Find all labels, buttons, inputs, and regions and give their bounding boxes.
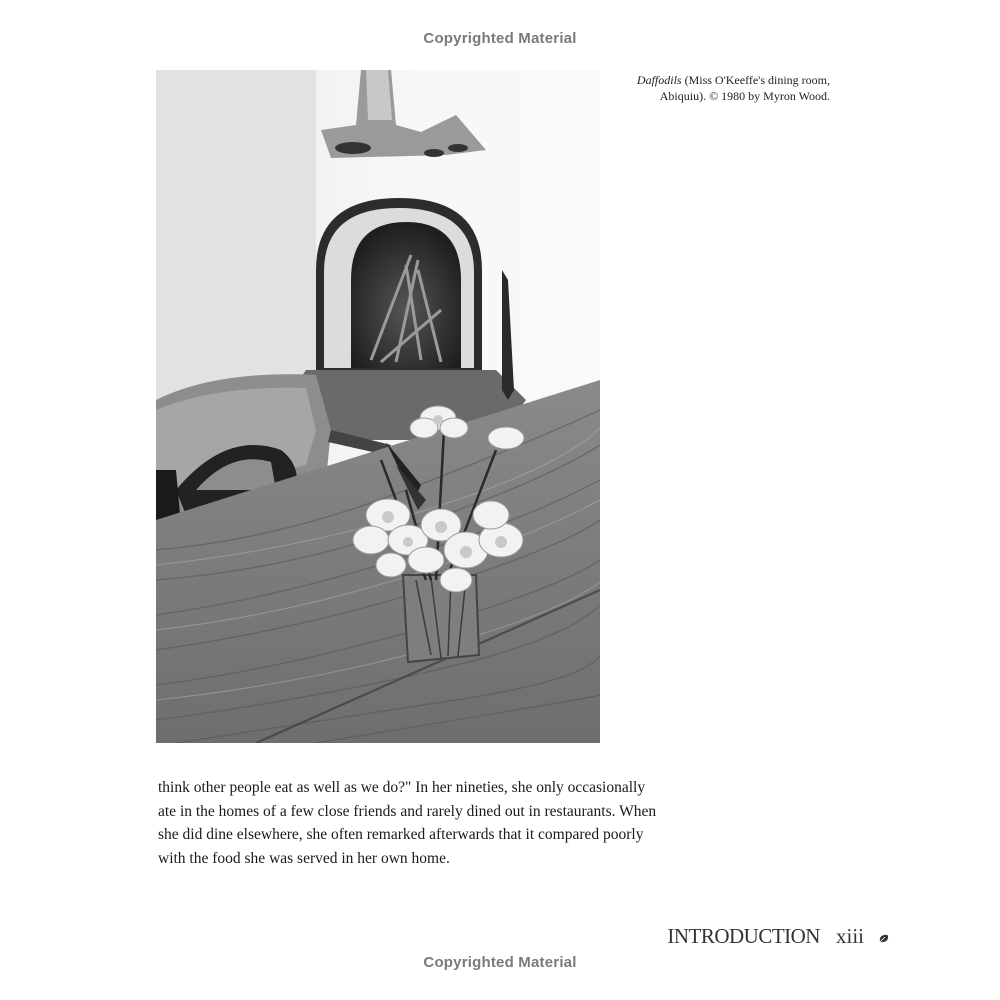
caption-title: Daffodils: [636, 73, 682, 87]
page-number: xiii: [835, 924, 864, 948]
leaf-ornament-icon: [878, 926, 890, 951]
body-paragraph: think other people eat as well as we do?" In her nineties, she only occasionally ate in the homes of a few close friends and rarely dined out in restaurants. When she did dine elsewhere, she often remarked afterwards that it compared poorly with the food she was served in her own home.: [158, 779, 657, 867]
running-footer: [600, 924, 890, 951]
watermark-top: Copyrighted Material: [423, 30, 577, 47]
daffodils-photograph: [156, 70, 600, 743]
caption-line1: (Miss O'Keeffe's dining room,: [681, 73, 830, 87]
section-title: INTRODUCTION: [667, 924, 820, 948]
watermark-bottom: Copyrighted Material: [423, 954, 577, 971]
photo-caption: [610, 72, 830, 104]
caption-line2: Abiquiu). © 1980 by Myron Wood.: [659, 89, 830, 103]
body-text: [158, 776, 658, 870]
